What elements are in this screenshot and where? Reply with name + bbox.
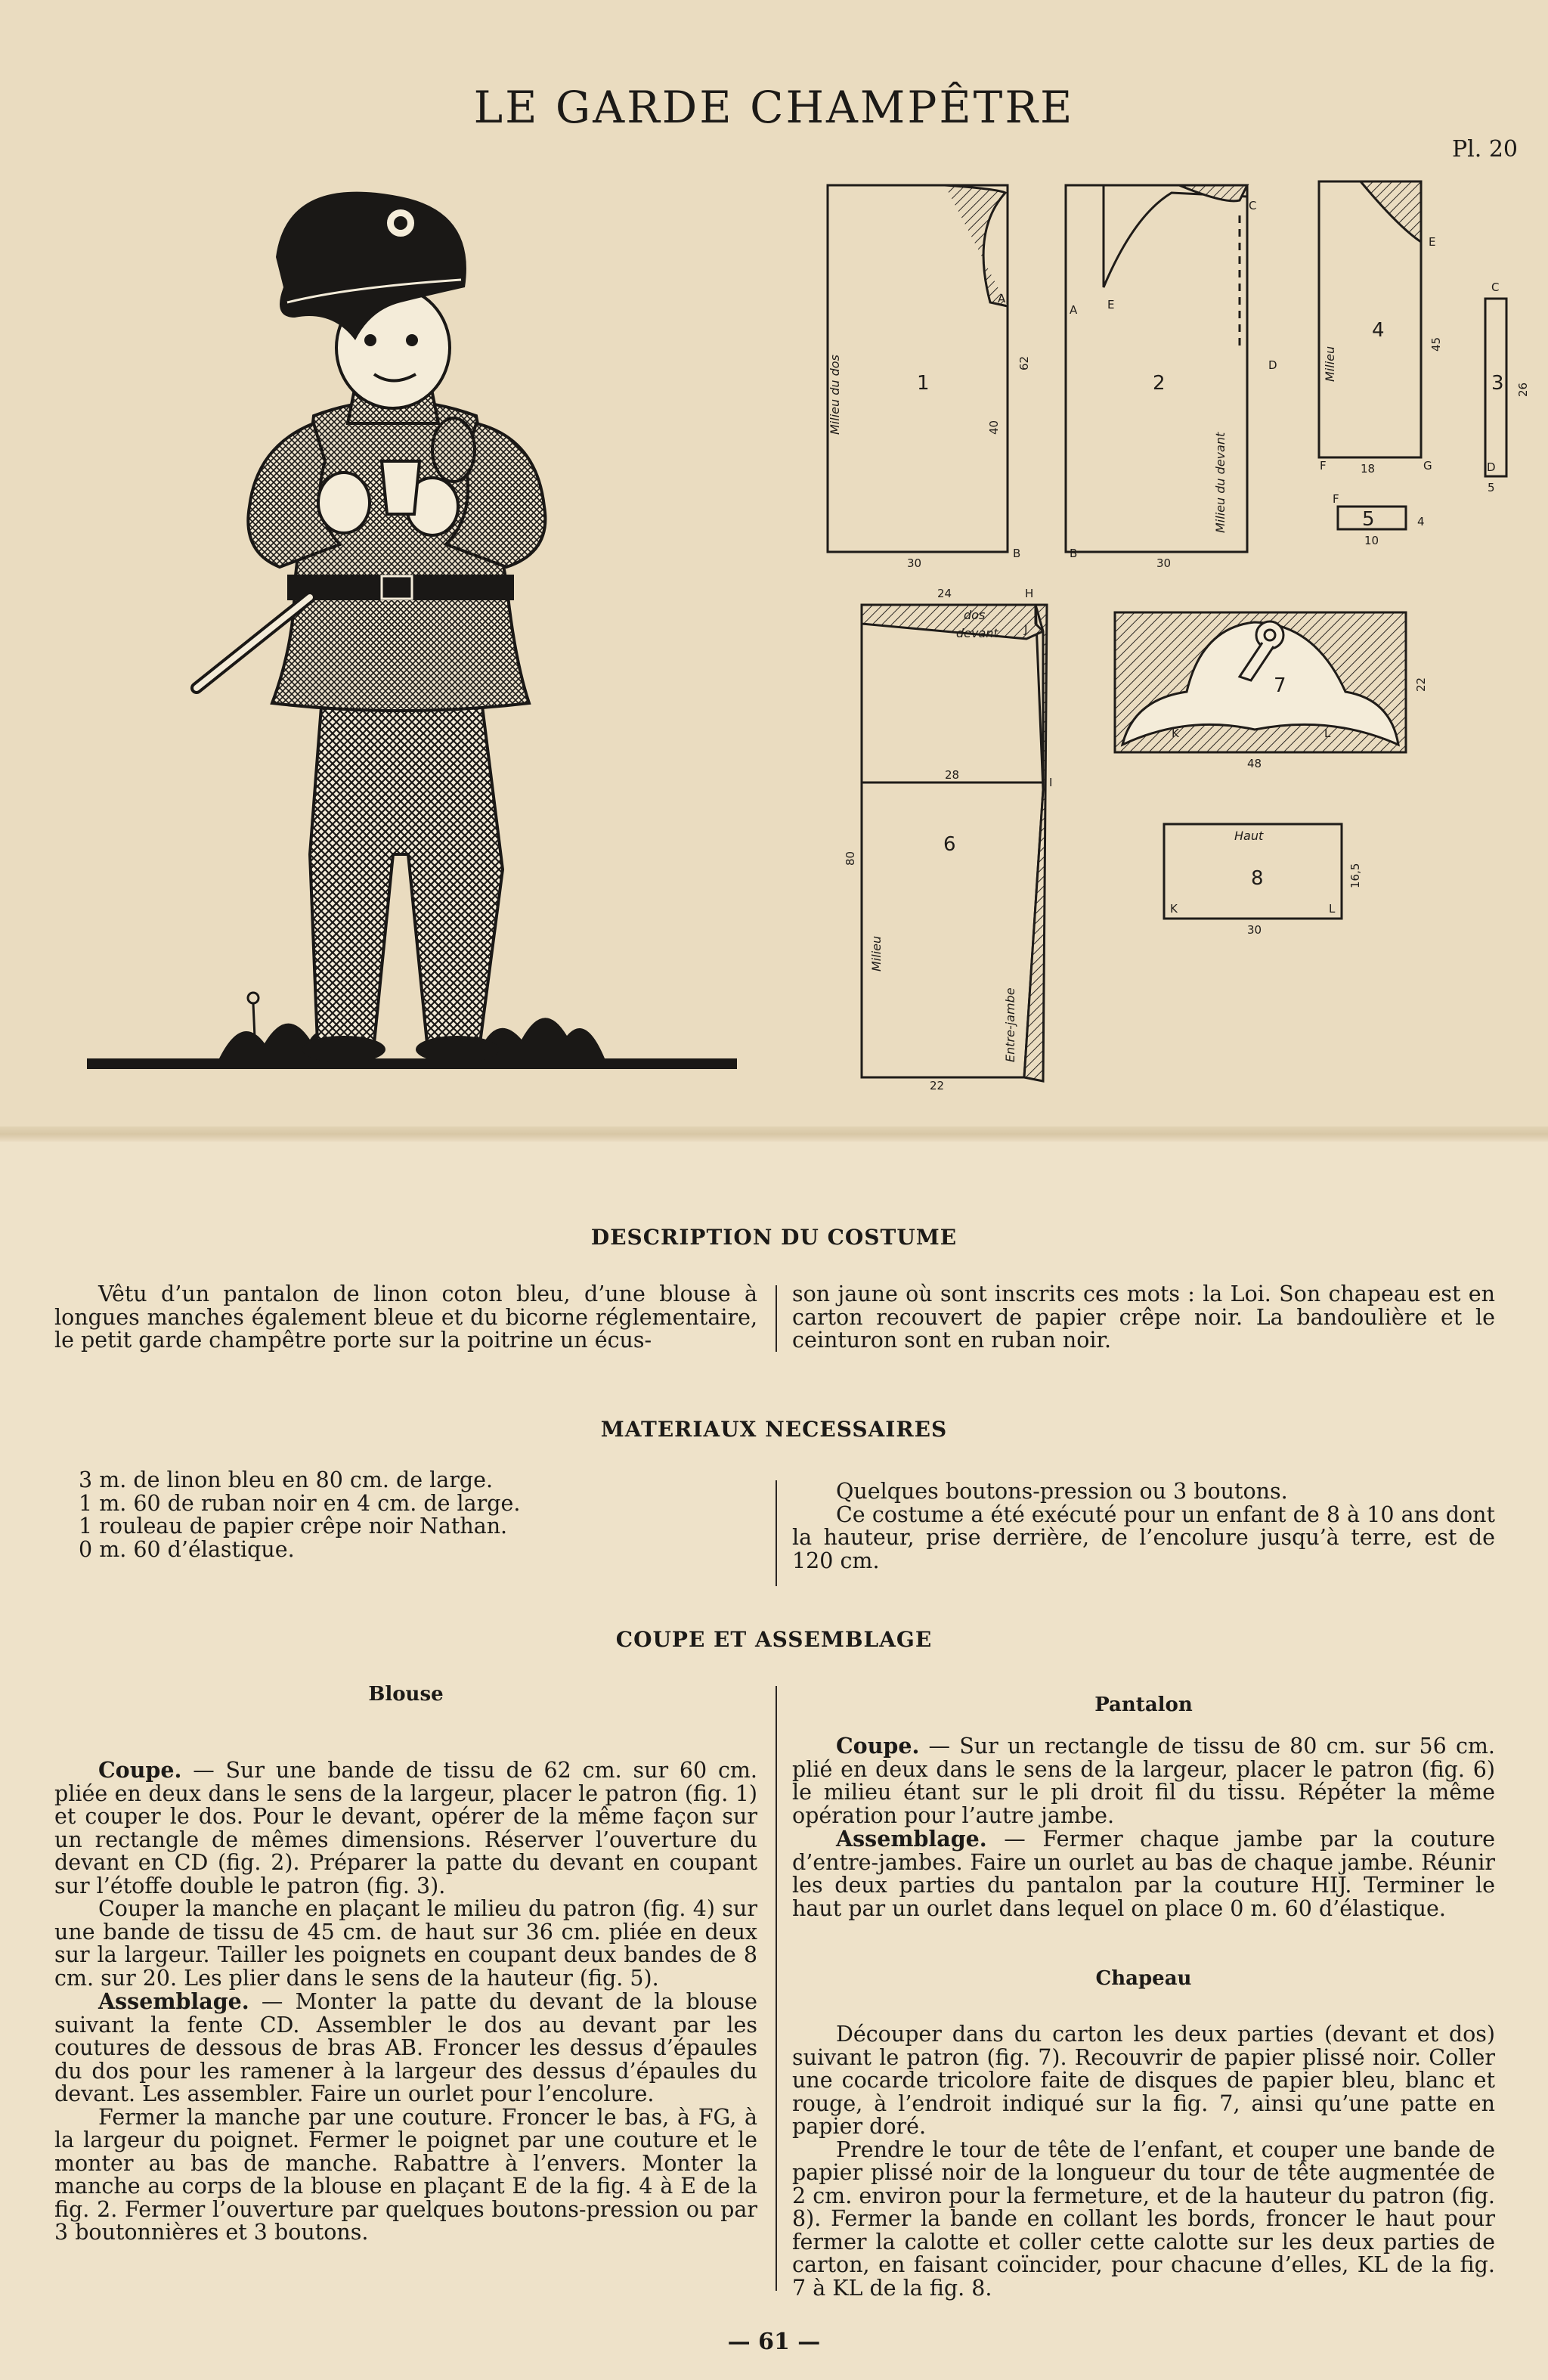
blouse-manche-paragraph: Couper la manche en plaçant le milieu du patron (fig. 4) sur une bande de tissu de 45 cm. de haut sur 36 cm. pliée en deux sur la largeur. Tailler les poignets en coupant deux bandes de 8 cm. sur 20. Les plier dans le sens de la hauteur (fig. 5).: [54, 1896, 757, 1991]
fig7-number: 7: [1274, 674, 1286, 697]
fig3-point-c: C: [1491, 280, 1500, 294]
fig6-dim-mid: 28: [945, 768, 960, 782]
fig1-milieu-label: Milieu du dos: [828, 355, 842, 435]
fig6-entrejambe-label: Entre-jambe: [1003, 987, 1017, 1062]
page-fold: [0, 1126, 1548, 1142]
fig5-dim-width: 10: [1364, 534, 1379, 547]
fig5-number: 5: [1362, 508, 1375, 531]
fig2-number: 2: [1153, 372, 1166, 395]
fig1-point-a: A: [998, 292, 1006, 305]
fig6-dim-height: 80: [844, 851, 857, 866]
blouse-manche-fermer-paragraph: Fermer la manche par une couture. Froncer le bas, à FG, à la largeur du poignet. Fermer le poignet par une couture et le monter au bas de manche. Rabattre à l’envers. Monter la manche au corps de la blouse en plaçant E de la fig. 4 à E de la fig. 2. Fermer l’ouverture par quelques boutons-pression ou par 3 boutonnières et 3 boutons.: [54, 2104, 757, 2245]
fig2-point-d: D: [1268, 358, 1277, 372]
fig4-point-g: G: [1423, 459, 1432, 473]
blouse-coupe-text: — Sur une bande de tissu de 62 cm. sur 60 cm. pliée en deux dans le sens de la largeur, placer le patron (fig. 1) et couper le dos. Pour le devant, opérer de la même façon sur un rectangle de mêmes dimensions. Réserver l’ouverture du devant en CD (fig. 2). Préparer la patte du devant en coupant sur l’étoffe double le patron (fig. 3).: [54, 1758, 757, 1898]
fig1-point-b: B: [1013, 547, 1021, 560]
fig3-number: 3: [1491, 372, 1504, 395]
materials-note: Quelques boutons-pression ou 3 boutons.: [836, 1479, 1288, 1504]
materials-right-column: [792, 1480, 1495, 1573]
fig7-point-k: K: [1172, 727, 1179, 740]
fig8-point-k: K: [1170, 902, 1178, 916]
fig4-point-e: E: [1429, 235, 1436, 249]
fig8-dim-width: 30: [1247, 923, 1262, 937]
column-divider: [776, 1480, 777, 1586]
fig4-dim-width: 18: [1361, 462, 1376, 476]
blouse-coupe-paragraph: [54, 1759, 757, 1898]
fig5-point-f: F: [1333, 492, 1339, 506]
blouse-heading: Blouse: [368, 1683, 444, 1706]
sewing-patterns: [816, 170, 1534, 1092]
chapeau-heading: Chapeau: [1095, 1967, 1192, 1990]
fig3-point-d: D: [1487, 460, 1496, 474]
pantalon-assemblage-text: — Fermer chaque jambe par la couture d’entre-jambes. Faire un ourlet au bas de chaque jambe. Réunir les deux parties du pantalon par la couture HIJ. Terminer le haut par un ourlet dans lequel on place 0 m. 60 d’élastique.: [792, 1827, 1495, 1921]
fig8-dim-height: 16,5: [1348, 863, 1362, 888]
fig2-point-b: B: [1070, 547, 1078, 560]
material-item: 0 m. 60 d’élastique.: [79, 1536, 295, 1562]
column-divider: [776, 1686, 777, 2291]
fig6-dos-label: dos: [964, 608, 986, 622]
fig5-dim-height: 4: [1417, 515, 1425, 528]
fig6-point-i: I: [1049, 776, 1053, 789]
fig6-point-h: H: [1025, 587, 1034, 600]
fig3-dim-height: 26: [1516, 382, 1530, 397]
fig4-milieu-label: Milieu: [1323, 346, 1337, 382]
column-divider: [776, 1285, 777, 1352]
fig2-milieu-label: Milieu du devant: [1213, 432, 1228, 533]
chapeau-paragraph-2: Prendre le tour de tête de l’enfant, et couper une bande de papier plissé noir de la longueur du tour de tête augmentée de 2 cm. environ pour la fermeture, et de la hauteur du patron (fig. 8). Fermer la bande en collant les bords, froncer le haut pour fermer la calotte et coller cette calotte sur les deux parties de carton, en faisant coïncider, pour chacune d’elles, KL de la fig. 7 à KL de la fig. 8.: [792, 2137, 1495, 2301]
fig8-point-l: L: [1329, 902, 1336, 916]
fig1-number: 1: [917, 372, 930, 395]
pantalon-column: [792, 1734, 1495, 1920]
fig4-point-f: F: [1320, 459, 1327, 473]
fig1-dim-height: 40: [987, 420, 1001, 435]
fig2-point-a: A: [1070, 303, 1078, 317]
material-item: 1 rouleau de papier crêpe noir Nathan.: [79, 1514, 508, 1539]
materials-note: Ce costume a été exécuté pour un enfant de 8 à 10 ans dont la hauteur, prise derrière, de l’encolure jusqu’à terre, est de 120 cm.: [792, 1501, 1495, 1573]
page-number: — 61 —: [727, 2329, 821, 2355]
material-item: 1 m. 60 de ruban noir en 4 cm. de large.: [79, 1490, 521, 1516]
fig8-number: 8: [1251, 867, 1264, 890]
blouse-assemblage-lead: Assemblage.: [98, 1988, 249, 2014]
description-left-text: Vêtu d’un pantalon de linon coton bleu, d’une blouse à longues manches également bleue et du bicorne réglementaire, le petit garde champêtre porte sur la poitrine un écus-: [54, 1281, 757, 1353]
pantalon-assemblage-paragraph: [792, 1827, 1495, 1920]
pantalon-coupe-paragraph: [792, 1734, 1495, 1827]
fig8-haut-label: Haut: [1234, 829, 1264, 843]
pantalon-assemblage-lead: Assemblage.: [836, 1826, 987, 1852]
pantalon-heading: Pantalon: [1094, 1694, 1193, 1716]
fig6-number: 6: [943, 833, 956, 856]
blouse-assemblage-paragraph: [54, 1990, 757, 2106]
description-right-column: [792, 1283, 1495, 1353]
fig2-point-e: E: [1107, 298, 1115, 311]
fig6-devant-label: devant: [956, 626, 998, 640]
fig1-dim-side: 62: [1017, 355, 1031, 370]
fig2-point-c: C: [1249, 199, 1257, 212]
fig2-dim-width: 30: [1156, 556, 1172, 570]
blouse-coupe-lead: Coupe.: [98, 1757, 182, 1783]
materials-heading: MATERIAUX NECESSAIRES: [600, 1417, 948, 1442]
fig7-point-l: L: [1324, 727, 1331, 740]
plate-number: Pl. 20: [1451, 136, 1518, 163]
blouse-assemblage-text: — Monter la patte du devant de la blouse suivant la fente CD. Assembler le dos au devant par les coutures de dessous de bras AB. Froncer les dessus d’épaules du dos pour les ramener à la largeur des dessus d’épaules du devant. Les assembler. Faire un ourlet pour l’encolure.: [54, 1989, 757, 2106]
pantalon-coupe-text: — Sur un rectangle de tissu de 80 cm. sur 56 cm. plié en deux dans le sens de la largeur, placer le patron (fig. 6) le milieu étant sur le pli droit fil du tissu. Répéter la même opération pour l’autre jambe.: [792, 1734, 1495, 1828]
description-left-column: [54, 1283, 757, 1353]
fig3-dim-width: 5: [1488, 481, 1495, 494]
pantalon-coupe-lead: Coupe.: [836, 1733, 920, 1759]
fig4-number: 4: [1372, 319, 1385, 342]
blouse-column: [54, 1759, 757, 2245]
description-right-text: son jaune où sont inscrits ces mots : la Loi. Son chapeau est en carton recouvert de papier crêpe noir. La bandoulière et le ceinturon sont en ruban noir.: [792, 1281, 1495, 1353]
materials-left-column: [54, 1469, 757, 1561]
chapeau-column: [792, 2023, 1495, 2300]
fig6-dim-bottom: 22: [930, 1079, 945, 1092]
fig1-dim-width: 30: [907, 556, 922, 570]
description-heading: DESCRIPTION DU COSTUME: [590, 1225, 958, 1250]
assembly-heading: COUPE ET ASSEMBLAGE: [615, 1627, 933, 1652]
material-item: 3 m. de linon bleu en 80 cm. de large.: [79, 1467, 494, 1492]
chapeau-paragraph-1: Découper dans du carton les deux parties (devant et dos) suivant le patron (fig. 7). Recouvrir de papier plissé noir. Coller une cocarde tricolore faite de disques de papier bleu, blanc et rouge, à l’endroit indiqué sur la fig. 7, ainsi qu’une patte en papier doré.: [792, 2022, 1495, 2139]
garde-champetre-illustration: [83, 189, 756, 1081]
fig4-dim-height: 45: [1429, 336, 1443, 352]
fig7-dim-width: 48: [1247, 757, 1262, 770]
fig7-dim-height: 22: [1414, 677, 1428, 692]
fig6-point-j: J: [1024, 622, 1028, 636]
fig6-dim-top: 24: [937, 587, 952, 600]
fig6-milieu-label: Milieu: [869, 935, 884, 972]
page-title: LE GARDE CHAMPÊTRE: [473, 82, 1075, 133]
